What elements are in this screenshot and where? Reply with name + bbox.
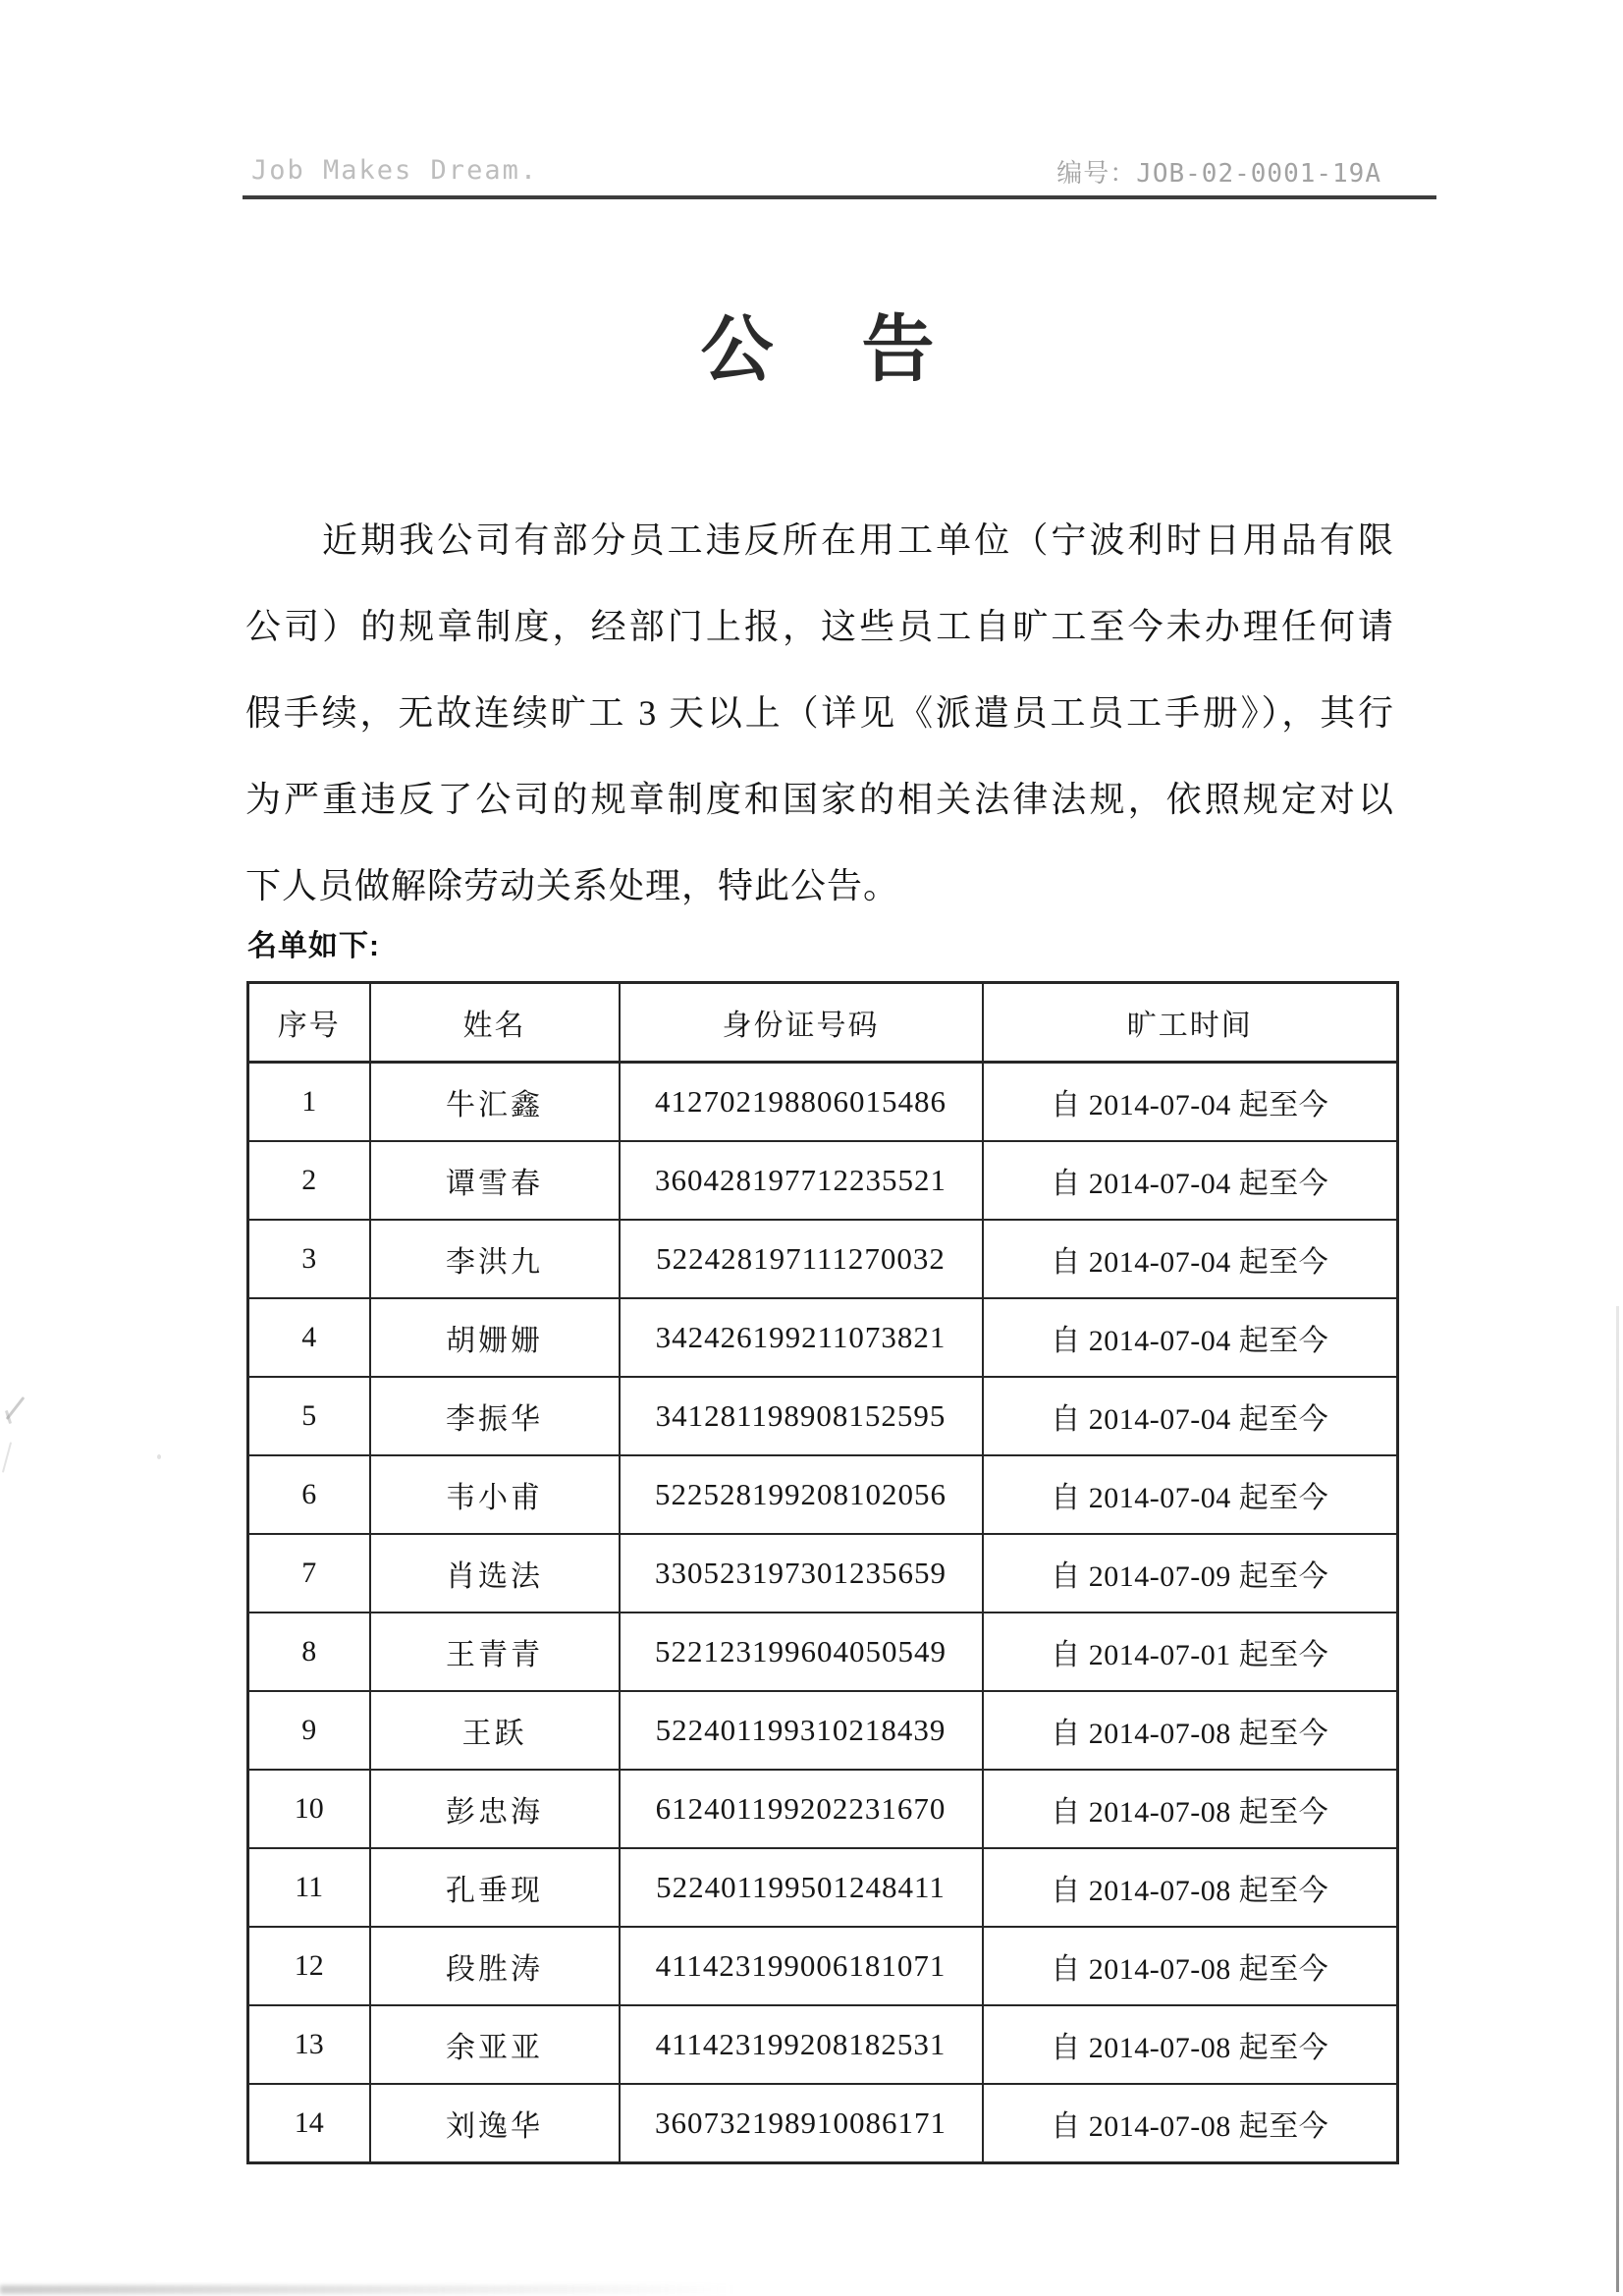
cell-absence-period: 自 2014-07-04 起至今 bbox=[983, 1298, 1398, 1377]
cell-name: 谭雪春 bbox=[370, 1141, 620, 1220]
table-row bbox=[248, 1298, 1398, 1377]
cell-id-number: 412702198806015486 bbox=[620, 1063, 983, 1142]
cell-absence-period: 自 2014-07-04 起至今 bbox=[983, 1455, 1398, 1534]
cell-absence-period: 自 2014-07-09 起至今 bbox=[983, 1534, 1398, 1613]
cell-id-number: 341281198908152595 bbox=[620, 1377, 983, 1455]
header-cell-id-number: 身份证号码 bbox=[620, 983, 983, 1063]
table-header-row bbox=[248, 983, 1398, 1063]
cell-seq: 8 bbox=[248, 1613, 370, 1691]
header-divider bbox=[243, 195, 1436, 199]
cell-seq: 14 bbox=[248, 2084, 370, 2163]
table-row bbox=[248, 1613, 1398, 1691]
table-row bbox=[248, 1377, 1398, 1455]
roster-label: 名单如下: bbox=[247, 930, 380, 962]
cell-id-number: 522401199501248411 bbox=[620, 1848, 983, 1927]
cell-id-number: 522528199208102056 bbox=[620, 1455, 983, 1534]
scanner-edge-artifact bbox=[1616, 1306, 1619, 2292]
document-number: 编号：JOB-02-0001-19A bbox=[1056, 159, 1381, 189]
cell-name: 牛汇鑫 bbox=[370, 1063, 620, 1142]
header-cell-seq: 序号 bbox=[248, 983, 370, 1063]
table-row bbox=[248, 2084, 1398, 2163]
cell-seq: 9 bbox=[248, 1691, 370, 1770]
cell-name: 王青青 bbox=[370, 1613, 620, 1691]
cell-seq: 11 bbox=[248, 1848, 370, 1927]
cell-id-number: 342426199211073821 bbox=[620, 1298, 983, 1377]
cell-absence-period: 自 2014-07-04 起至今 bbox=[983, 1220, 1398, 1298]
cell-id-number: 411423199208182531 bbox=[620, 2005, 983, 2084]
cell-name: 刘逸华 bbox=[370, 2084, 620, 2163]
cell-name: 胡姗姗 bbox=[370, 1298, 620, 1377]
cell-name: 肖选法 bbox=[370, 1534, 620, 1613]
cell-id-number: 612401199202231670 bbox=[620, 1770, 983, 1848]
cell-absence-period: 自 2014-07-04 起至今 bbox=[983, 1141, 1398, 1220]
cell-seq: 4 bbox=[248, 1298, 370, 1377]
cell-name: 韦小甫 bbox=[370, 1455, 620, 1534]
roster-table-body bbox=[248, 1063, 1398, 2163]
cell-seq: 10 bbox=[248, 1770, 370, 1848]
body-line: 公司）的规章制度，经部门上报，这些员工自旷工至今未办理任何请 bbox=[245, 607, 1394, 646]
header-cell-name: 姓名 bbox=[370, 983, 620, 1063]
cell-name: 王跃 bbox=[370, 1691, 620, 1770]
table-row bbox=[248, 2005, 1398, 2084]
cell-seq: 5 bbox=[248, 1377, 370, 1455]
cell-absence-period: 自 2014-07-04 起至今 bbox=[983, 1377, 1398, 1455]
cell-absence-period: 自 2014-07-01 起至今 bbox=[983, 1613, 1398, 1691]
cell-seq: 13 bbox=[248, 2005, 370, 2084]
cell-name: 余亚亚 bbox=[370, 2005, 620, 2084]
cell-name: 李振华 bbox=[370, 1377, 620, 1455]
cell-seq: 1 bbox=[248, 1063, 370, 1142]
table-row bbox=[248, 1848, 1398, 1927]
scan-shadow-artifact bbox=[0, 2285, 736, 2294]
table-row bbox=[248, 1455, 1398, 1534]
cell-name: 孔垂现 bbox=[370, 1848, 620, 1927]
body-line: 假手续，无故连续旷工 3 天以上（详见《派遣员工员工手册》），其行 bbox=[245, 693, 1394, 733]
scan-mark-artifact bbox=[2, 1442, 12, 1472]
cell-name: 段胜涛 bbox=[370, 1927, 620, 2005]
announcement-body bbox=[245, 497, 1394, 929]
body-line: 为严重违反了公司的规章制度和国家的相关法律法规，依照规定对以 bbox=[245, 780, 1394, 819]
body-line: 下人员做解除劳动关系处理，特此公告。 bbox=[245, 866, 900, 905]
cell-id-number: 522123199604050549 bbox=[620, 1613, 983, 1691]
cell-seq: 6 bbox=[248, 1455, 370, 1534]
scan-mark-artifact bbox=[157, 1454, 161, 1459]
cell-id-number: 330523197301235659 bbox=[620, 1534, 983, 1613]
table-row bbox=[248, 1141, 1398, 1220]
cell-absence-period: 自 2014-07-08 起至今 bbox=[983, 1691, 1398, 1770]
body-line: 近期我公司有部分员工违反所在用工单位（宁波利时日用品有限 bbox=[322, 520, 1394, 560]
cell-seq: 3 bbox=[248, 1220, 370, 1298]
header-cell-absence-period: 旷工时间 bbox=[983, 983, 1398, 1063]
cell-name: 彭忠海 bbox=[370, 1770, 620, 1848]
cell-id-number: 522401199310218439 bbox=[620, 1691, 983, 1770]
roster-table bbox=[246, 981, 1399, 2164]
table-row bbox=[248, 1927, 1398, 2005]
cell-seq: 12 bbox=[248, 1927, 370, 2005]
document-title: 公 告 bbox=[700, 310, 943, 391]
cell-absence-period: 自 2014-07-08 起至今 bbox=[983, 2005, 1398, 2084]
table-row bbox=[248, 1534, 1398, 1613]
table-row bbox=[248, 1063, 1398, 1142]
table-row bbox=[248, 1770, 1398, 1848]
cell-id-number: 411423199006181071 bbox=[620, 1927, 983, 2005]
cell-id-number: 360732198910086171 bbox=[620, 2084, 983, 2163]
cell-seq: 2 bbox=[248, 1141, 370, 1220]
cell-name: 李洪九 bbox=[370, 1220, 620, 1298]
cell-id-number: 522428197111270032 bbox=[620, 1220, 983, 1298]
cell-absence-period: 自 2014-07-04 起至今 bbox=[983, 1063, 1398, 1142]
table-row bbox=[248, 1691, 1398, 1770]
cell-absence-period: 自 2014-07-08 起至今 bbox=[983, 2084, 1398, 2163]
cell-id-number: 360428197712235521 bbox=[620, 1141, 983, 1220]
cell-absence-period: 自 2014-07-08 起至今 bbox=[983, 1927, 1398, 2005]
cell-absence-period: 自 2014-07-08 起至今 bbox=[983, 1848, 1398, 1927]
cell-seq: 7 bbox=[248, 1534, 370, 1613]
cell-absence-period: 自 2014-07-08 起至今 bbox=[983, 1770, 1398, 1848]
table-row bbox=[248, 1220, 1398, 1298]
company-slogan: Job Makes Dream. bbox=[251, 155, 539, 186]
